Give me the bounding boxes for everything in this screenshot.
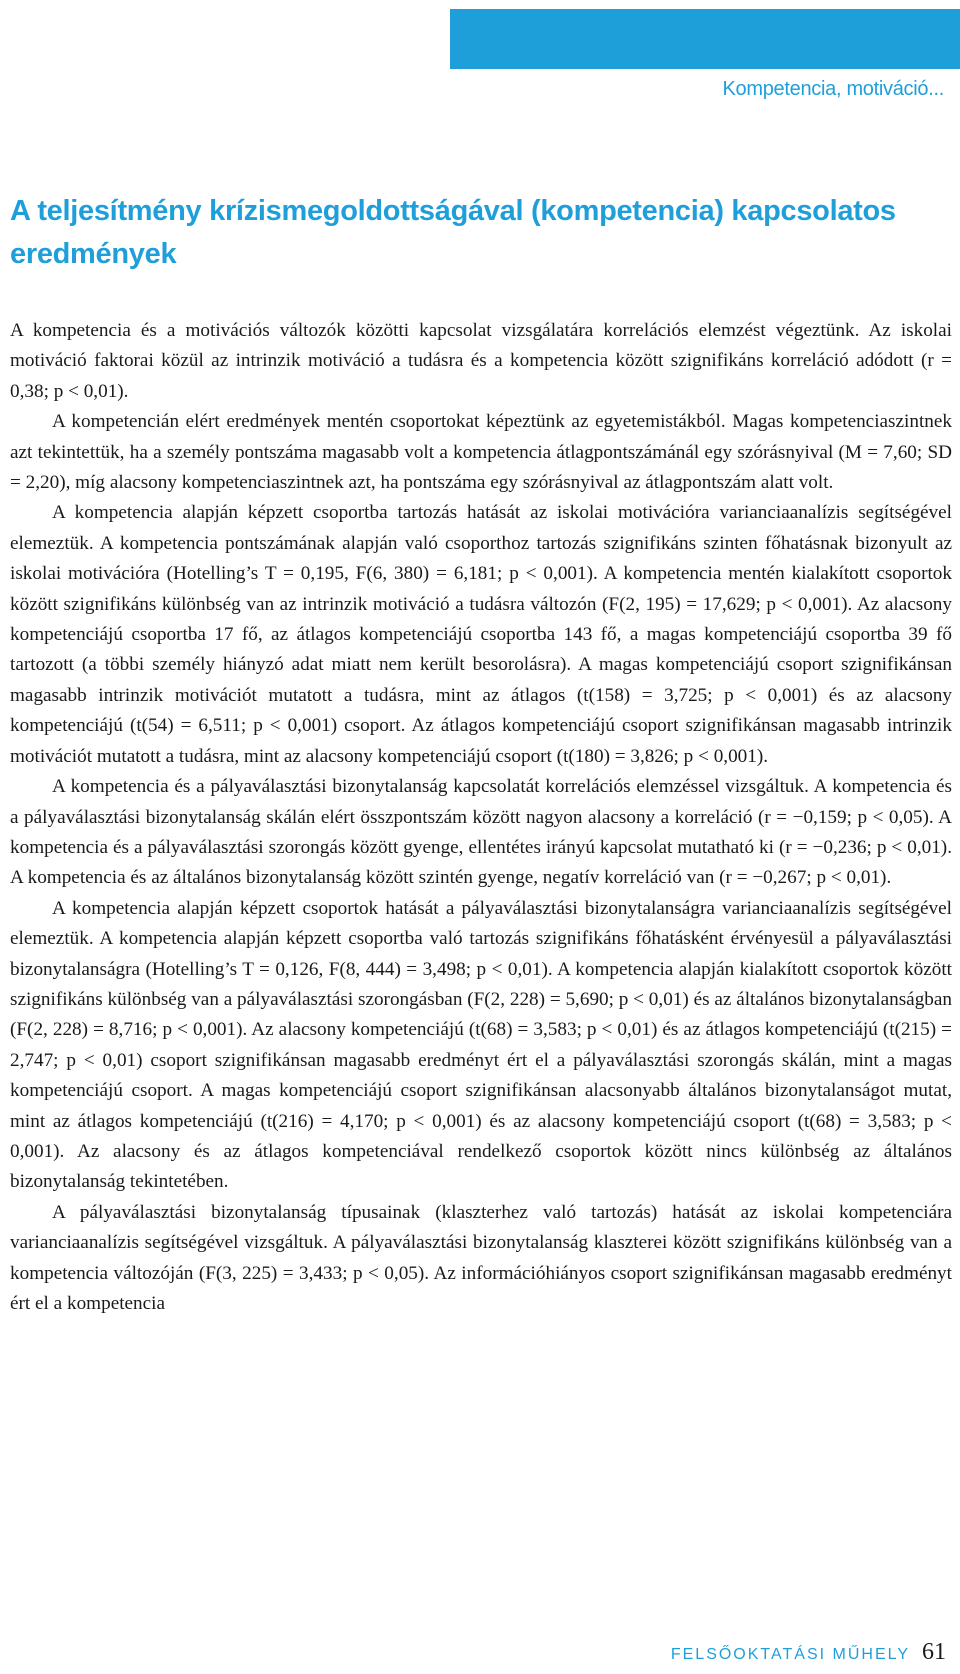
article-body xyxy=(10,316,952,1319)
paragraph-1: A kompetencia és a motivációs változók közötti kapcsolat vizsgálatára korrelációs elemzést végeztünk. Az iskolai motiváció faktorai közül az intrinzik motiváció a tudásra és a kompetencia között szignifikáns korreláció adódott (r = 0,38; p < 0,01). xyxy=(10,320,952,402)
paragraph-4: A kompetencia és a pályaválasztási bizonytalanság kapcsolatát korrelációs elemzéssel vizsgáltuk. A kompetencia és a pályaválasztási bizonytalanság skálán elért összpontszám között nagyon alacsony a korreláció (r = −0,159; p < 0,05). A kompetencia és a pályaválasztási szorongás között gyenge, ellentétes irányú kapcsolat mutatható ki (r = −0,236; p < 0,01). A kompetencia és az általános bizonytalanság között szintén gyenge, negatív korreláció van (r = −0,267; p < 0,01). xyxy=(10,776,952,889)
header-color-bar xyxy=(450,9,960,69)
paragraph-5: A kompetencia alapján képzett csoportok hatását a pályaválasztási bizonytalanságra varianciaanalízis segítségével elemeztük. A kompetencia alapján képzett csoportba való tartozás szignifikáns főhatásként érvényesül a pályaválasztási bizonytalanságra (Hotelling’s T = 0,126, F(8, 444) = 3,498; p < 0,01). A kompetencia alapján kialakított csoportok között szignifikáns különbség van a pályaválasztási szorongásban (F(2, 228) = 5,690; p < 0,01) és az általános bizonytalanságban (F(2, 228) = 8,716; p < 0,001). Az alacsony kompetenciájú (t(68) = 3,583; p < 0,01) és az átlagos kompetenciájú (t(215) = 2,747; p < 0,01) csoport szignifikánsan magasabb eredményt ért el a pályaválasztási szorongás skálán, mint a magas kompetenciájú csoport. A magas kompetenciájú csoport szignifikánsan alacsonyabb általános bizonytalanságot mutat, mint az átlagos kompetenciájú (t(216) = 4,170; p < 0,001) és az alacsony kompetenciájú csoport (t(68) = 3,583; p < 0,001). Az alacsony és az átlagos kompetenciával rendelkező csoportok között nincs különbség az általános bizonytalanság tekintetében. xyxy=(10,897,952,1193)
page-number: 61 xyxy=(922,1639,946,1665)
section-title: A teljesítmény krízismegoldottságával (kompetencia) kapcsolatos eredmények xyxy=(10,195,896,270)
running-title: Kompetencia, motiváció... xyxy=(722,78,944,100)
journal-name: FELSŐOKTATÁSI MŰHELY xyxy=(670,1646,910,1663)
page-footer xyxy=(671,1639,946,1666)
paragraph-6: A pályaválasztási bizonytalanság típusainak (klaszterhez való tartozás) hatását az iskolai kompetenciára varianciaanalízis segítségével vizsgáltuk. A pályaválasztási bizonytalanság klaszterei között szignifikáns különbség van a kompetencia változóján (F(3, 225) = 3,433; p < 0,05). Az információhiányos csoport szignifikánsan magasabb eredményt ért el a kompetencia xyxy=(10,1201,952,1314)
paragraph-3: A kompetencia alapján képzett csoportba tartozás hatását az iskolai motivációra varianciaanalízis segítségével elemeztük. A kompetencia pontszámának alapján való csoporthoz tartozás szignifikáns szinten főhatásnak bizonyult az iskolai motivációra (Hotelling’s T = 0,195, F(6, 380) = 6,181; p < 0,001). A kompetencia mentén kialakított csoportok között szignifikáns különbség van az intrinzik motiváció a tudásra változón (F(2, 195) = 17,629; p < 0,001). Az alacsony kompetenciájú csoportba 17 fő, az átlagos kompetenciájú csoportba 143 fő, a magas kompetenciájú csoportba 39 fő tartozott (a többi személy hiányzó adat miatt nem került besorolásra). A magas kompetenciájú csoport szignifikánsan magasabb intrinzik motivációt mutatott a tudásra, mint az átlagos (t(158) = 3,725; p < 0,001) és az alacsony kompetenciájú (t(54) = 6,511; p < 0,001) csoport. Az átlagos kompetenciájú csoport szignifikánsan magasabb intrinzik motivációt mutatott a tudásra, mint az alacsony kompetenciájú csoport (t(180) = 3,826; p < 0,001). xyxy=(10,502,952,767)
paragraph-2: A kompetencián elért eredmények mentén csoportokat képeztünk az egyetemistákból. Magas kompetenciaszintnek azt tekintettük, ha a személy pontszáma magasabb volt a kompetencia átlagpontszámánál egy szórásnyival (M = 7,60; SD = 2,20), míg alacsony kompetenciaszintnek azt, ha pontszáma egy szórásnyival az átlagpontszám alatt volt. xyxy=(10,411,952,494)
